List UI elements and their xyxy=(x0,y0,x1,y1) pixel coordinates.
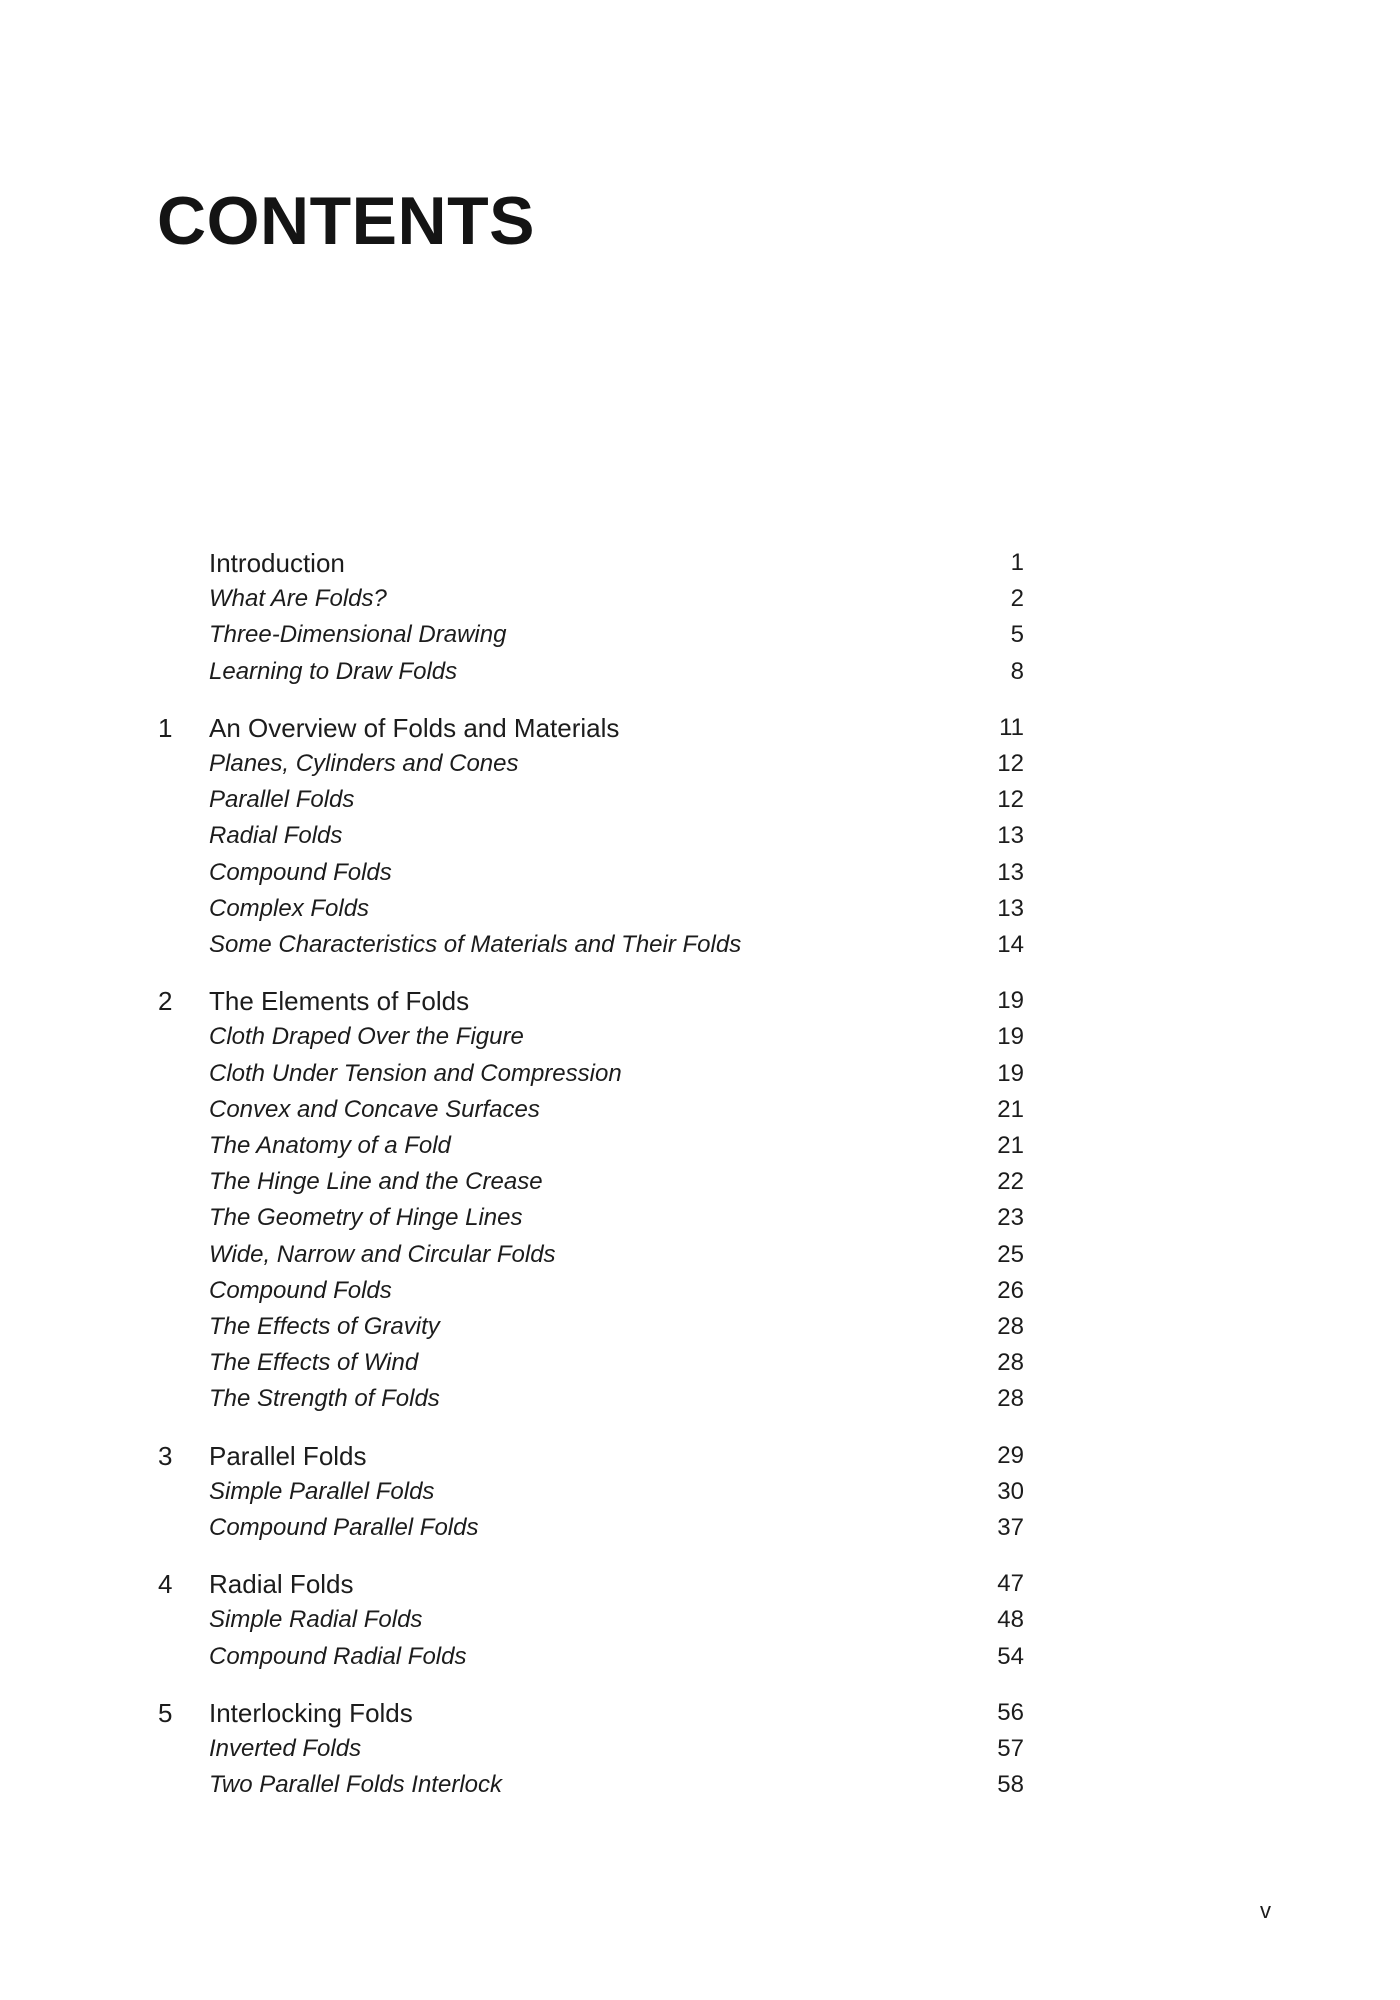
toc-entry-row xyxy=(0,891,1400,927)
toc-chapter-row xyxy=(0,1566,1400,1602)
chapter-page-number: 29 xyxy=(997,1441,1024,1469)
entry-title: The Anatomy of a Fold xyxy=(209,1132,451,1159)
entry-page-number: 8 xyxy=(1010,657,1024,685)
entry-page-number: 21 xyxy=(997,1095,1024,1123)
toc-entry-row xyxy=(0,1474,1400,1510)
toc-entry-row xyxy=(0,1767,1400,1803)
toc-entry-row xyxy=(0,818,1400,854)
entry-page-number: 26 xyxy=(997,1276,1024,1304)
toc-entry-row xyxy=(0,927,1400,963)
page-title: CONTENTS xyxy=(157,183,535,259)
entry-title: Simple Radial Folds xyxy=(209,1606,423,1634)
entry-title: What Are Folds? xyxy=(209,585,387,613)
toc-entry-row xyxy=(0,1092,1400,1128)
toc-entry-row xyxy=(0,1273,1400,1309)
chapter-page-number: 47 xyxy=(997,1570,1024,1598)
entry-title: Parallel Folds xyxy=(209,786,355,814)
entry-page-number: 58 xyxy=(997,1771,1024,1799)
toc-entry-row xyxy=(0,654,1400,690)
chapter-number: 1 xyxy=(158,712,173,743)
entry-title: Complex Folds xyxy=(209,894,370,922)
entry-page-number: 23 xyxy=(997,1204,1024,1232)
chapter-title: An Overview of Folds and Materials xyxy=(209,712,620,743)
entry-page-number: 13 xyxy=(997,822,1024,850)
entry-title: The Hinge Line and the Crease xyxy=(209,1168,543,1196)
entry-title: Two Parallel Folds Interlock xyxy=(209,1771,502,1799)
toc-entry-row xyxy=(0,1510,1400,1546)
toc-chapter-row xyxy=(0,710,1400,746)
chapter-title: Parallel Folds xyxy=(209,1440,367,1471)
chapter-number: 4 xyxy=(158,1569,173,1600)
entry-title: Cloth Draped Over the Figure xyxy=(209,1023,524,1051)
entry-page-number: 54 xyxy=(997,1642,1024,1670)
entry-page-number: 19 xyxy=(997,1059,1024,1087)
entry-title: Radial Folds xyxy=(209,822,343,850)
entry-title: Compound Folds xyxy=(209,858,392,886)
entry-title: Compound Folds xyxy=(209,1276,392,1304)
entry-title: The Geometry of Hinge Lines xyxy=(209,1204,523,1232)
chapter-title: The Elements of Folds xyxy=(209,986,470,1017)
entry-title: The Strength of Folds xyxy=(209,1385,440,1413)
chapter-page-number: 19 xyxy=(997,987,1024,1015)
toc-entry-row xyxy=(0,1731,1400,1767)
page-folio: v xyxy=(1260,1898,1271,1923)
entry-title: The Effects of Wind xyxy=(209,1349,419,1377)
entry-page-number: 2 xyxy=(1010,585,1024,613)
chapter-title: Interlocking Folds xyxy=(209,1697,413,1728)
entry-page-number: 37 xyxy=(997,1514,1024,1541)
toc-entry-row xyxy=(0,1309,1400,1345)
toc-entry-row xyxy=(0,1164,1400,1200)
toc-entry-row xyxy=(0,1019,1400,1055)
entry-title: Cloth Under Tension and Compression xyxy=(209,1059,622,1087)
toc-entry-row xyxy=(0,1056,1400,1092)
entry-page-number: 57 xyxy=(997,1735,1024,1762)
entry-page-number: 28 xyxy=(997,1313,1024,1340)
entry-page-number: 13 xyxy=(997,894,1024,922)
entry-title: Simple Parallel Folds xyxy=(209,1477,435,1505)
entry-page-number: 30 xyxy=(997,1477,1024,1505)
toc-entry-row xyxy=(0,581,1400,617)
entry-title: Convex and Concave Surfaces xyxy=(209,1095,540,1123)
toc-chapter-row xyxy=(0,1438,1400,1474)
toc-entry-row xyxy=(0,1128,1400,1164)
entry-page-number: 12 xyxy=(997,786,1024,814)
entry-title: The Effects of Gravity xyxy=(209,1313,440,1340)
toc-chapter-row xyxy=(0,983,1400,1019)
chapter-page-number: 11 xyxy=(999,713,1024,741)
entry-page-number: 28 xyxy=(997,1349,1024,1377)
entry-title: Compound Parallel Folds xyxy=(209,1514,479,1541)
entry-title: Planes, Cylinders and Cones xyxy=(209,750,519,777)
entry-page-number: 12 xyxy=(997,750,1024,777)
chapter-number: 3 xyxy=(158,1440,173,1471)
entry-page-number: 22 xyxy=(997,1168,1024,1196)
toc-entry-row xyxy=(0,855,1400,891)
entry-title: Compound Radial Folds xyxy=(209,1642,467,1670)
chapter-title: Radial Folds xyxy=(209,1569,354,1600)
entry-title: Inverted Folds xyxy=(209,1735,362,1762)
entry-page-number: 19 xyxy=(997,1023,1024,1051)
chapter-title: Introduction xyxy=(209,548,345,578)
chapter-page-number: 56 xyxy=(997,1698,1024,1726)
entry-title: Learning to Draw Folds xyxy=(209,657,458,685)
chapter-number: 5 xyxy=(158,1697,173,1728)
entry-title: Three-Dimensional Drawing xyxy=(209,621,507,649)
chapter-page-number: 1 xyxy=(1010,549,1024,576)
entry-title: Wide, Narrow and Circular Folds xyxy=(209,1240,556,1268)
toc-entry-row xyxy=(0,1639,1400,1675)
entry-page-number: 28 xyxy=(997,1385,1024,1413)
entry-page-number: 5 xyxy=(1010,621,1024,649)
entry-page-number: 25 xyxy=(997,1240,1024,1268)
toc-entry-row xyxy=(0,746,1400,782)
toc-chapter-row xyxy=(0,1695,1400,1731)
toc-entry-row xyxy=(0,1237,1400,1273)
toc-entry-row xyxy=(0,1381,1400,1417)
toc-entry-row xyxy=(0,1602,1400,1638)
toc-entry-row xyxy=(0,1200,1400,1236)
entry-page-number: 48 xyxy=(997,1606,1024,1634)
entry-page-number: 13 xyxy=(997,858,1024,886)
chapter-number: 2 xyxy=(158,986,173,1017)
toc-entry-row xyxy=(0,782,1400,818)
entry-page-number: 21 xyxy=(997,1132,1024,1159)
toc-entry-row xyxy=(0,617,1400,653)
toc-entry-row xyxy=(0,1345,1400,1381)
toc-chapter-row xyxy=(0,545,1400,581)
entry-page-number: 14 xyxy=(997,931,1024,958)
entry-title: Some Characteristics of Materials and Their Folds xyxy=(209,931,742,958)
